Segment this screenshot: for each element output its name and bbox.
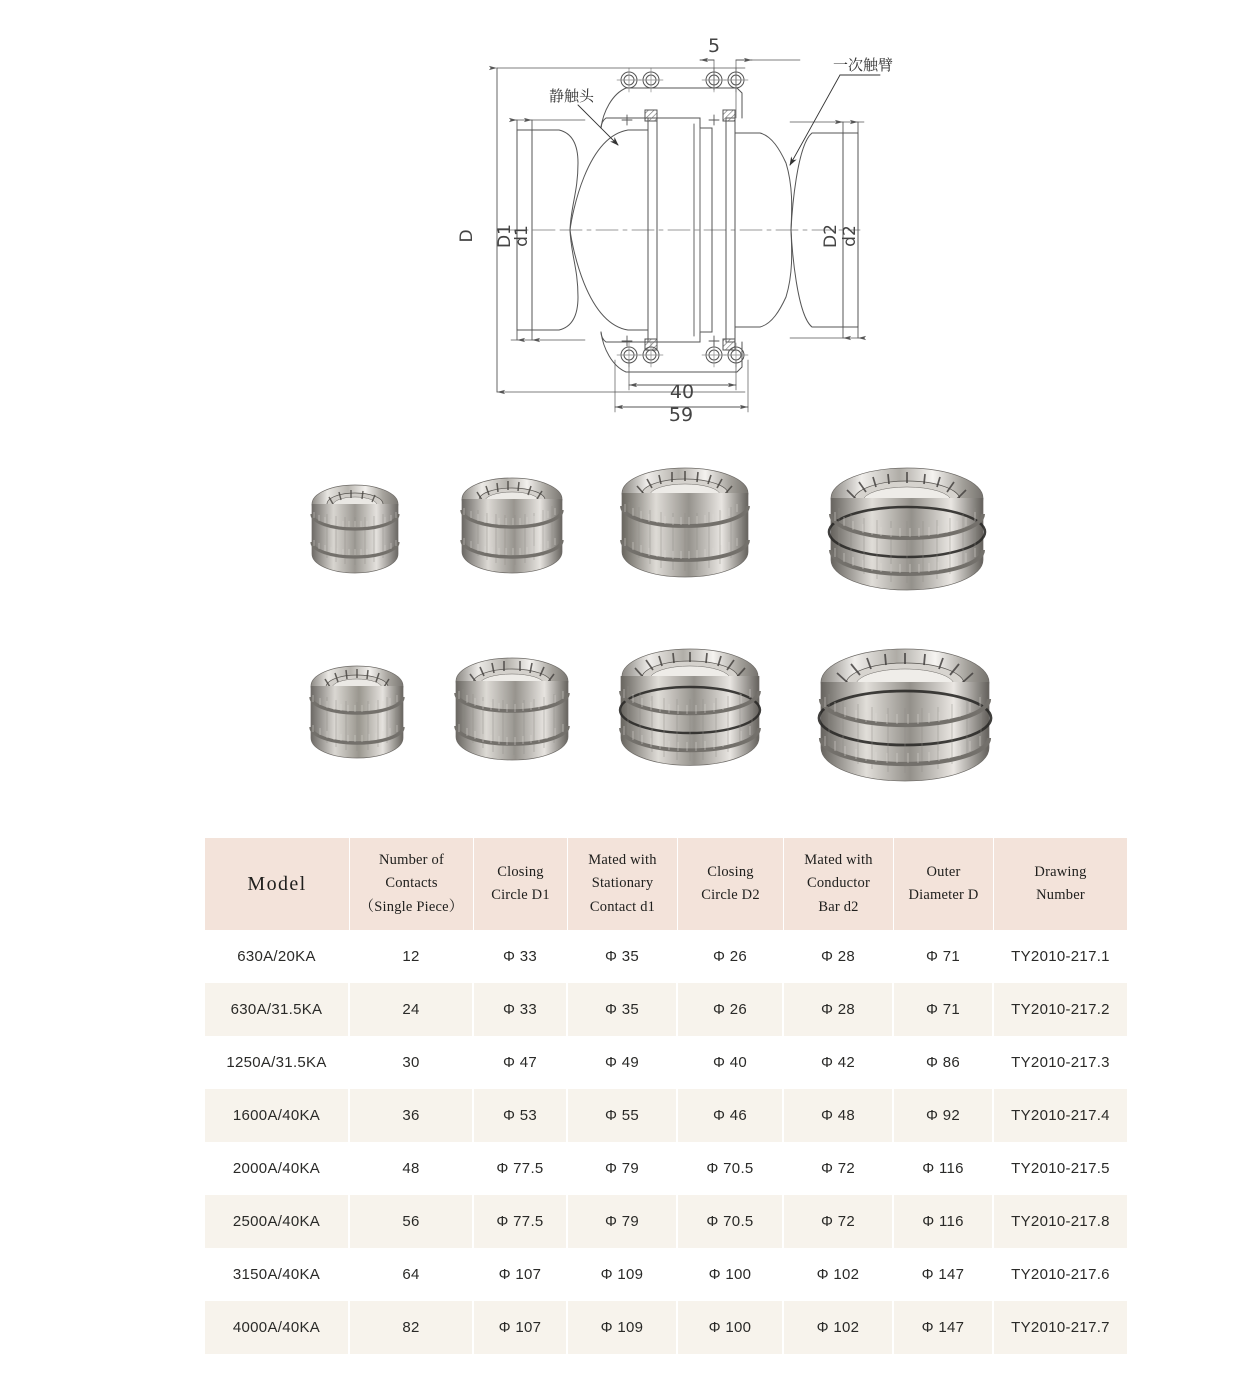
dim-40-label: 40 <box>669 381 695 403</box>
cell-outer-d: Φ 116 <box>894 1195 994 1248</box>
dim-D-label: D <box>457 229 477 243</box>
header-line: Number of <box>378 851 445 868</box>
cell-model: 2000A/40KA <box>205 1142 350 1195</box>
col-header-drawing-no <box>994 838 1127 930</box>
product-photo-1 <box>305 478 405 583</box>
product-photo-gallery <box>0 460 1257 820</box>
drawing-labels <box>457 35 860 426</box>
cell-mated-d1: Φ 35 <box>568 930 678 983</box>
cell-mated-d2: Φ 48 <box>784 1089 894 1142</box>
cell-contacts: 30 <box>350 1036 474 1089</box>
col-header-mated-d1 <box>568 838 678 930</box>
product-photo-5 <box>305 658 410 773</box>
table-row <box>205 1195 1127 1248</box>
cell-mated-d2: Φ 28 <box>784 983 894 1036</box>
spec-table <box>205 838 1127 1354</box>
cell-drawing-no: TY2010-217.1 <box>994 930 1127 983</box>
header-line: Contact d1 <box>589 898 656 915</box>
col-header-model: Model <box>205 838 350 930</box>
photo-row-bottom <box>0 640 1257 810</box>
cell-model: 3150A/40KA <box>205 1248 350 1301</box>
product-photo-4 <box>825 460 990 600</box>
product-photo-2 <box>455 470 570 585</box>
table-body <box>205 930 1127 1354</box>
header-line: Diameter D <box>908 887 979 903</box>
cell-drawing-no: TY2010-217.7 <box>994 1301 1127 1354</box>
header-line: Mated with <box>588 851 657 868</box>
cell-outer-d: Φ 147 <box>894 1301 994 1354</box>
cell-mated-d2: Φ 28 <box>784 930 894 983</box>
table-header <box>205 838 1127 930</box>
dim-D2-label: D2 <box>821 224 841 248</box>
product-photo-7 <box>615 640 765 785</box>
dim-d1-label: d1 <box>512 225 532 247</box>
dim-5-label: 5 <box>707 35 721 57</box>
header-line: Conductor <box>806 875 870 892</box>
cell-outer-d: Φ 92 <box>894 1089 994 1142</box>
product-photo-6 <box>450 650 575 775</box>
cell-outer-d: Φ 147 <box>894 1248 994 1301</box>
cell-outer-d: Φ 116 <box>894 1142 994 1195</box>
header-line: Outer <box>926 863 961 880</box>
cell-outer-d: Φ 71 <box>894 983 994 1036</box>
cell-closing-d1: Φ 107 <box>474 1301 568 1354</box>
cell-closing-d2: Φ 46 <box>678 1089 784 1142</box>
cell-mated-d2: Φ 102 <box>784 1301 894 1354</box>
cell-closing-d1: Φ 53 <box>474 1089 568 1142</box>
cell-outer-d: Φ 86 <box>894 1036 994 1089</box>
cell-closing-d2: Φ 100 <box>678 1248 784 1301</box>
cell-closing-d2: Φ 70.5 <box>678 1195 784 1248</box>
header-line: Circle D2 <box>701 887 760 903</box>
cell-drawing-no: TY2010-217.6 <box>994 1248 1127 1301</box>
col-header-contacts <box>350 838 474 930</box>
drawing-cn-labels <box>549 56 893 105</box>
table-row <box>205 1089 1127 1142</box>
cell-model: 2500A/40KA <box>205 1195 350 1248</box>
cell-drawing-no: TY2010-217.4 <box>994 1089 1127 1142</box>
header-line: Closing <box>497 863 544 880</box>
cell-mated-d1: Φ 35 <box>568 983 678 1036</box>
dim-d2-label: d2 <box>840 225 860 247</box>
cell-closing-d1: Φ 77.5 <box>474 1142 568 1195</box>
cell-contacts: 56 <box>350 1195 474 1248</box>
table-row <box>205 1301 1127 1354</box>
header-line: （Single Piece） <box>359 898 464 915</box>
cell-model: 630A/31.5KA <box>205 983 350 1036</box>
table-row <box>205 930 1127 983</box>
cell-mated-d1: Φ 109 <box>568 1248 678 1301</box>
header-line: Bar d2 <box>818 898 859 915</box>
cell-model: 1250A/31.5KA <box>205 1036 350 1089</box>
cell-closing-d2: Φ 70.5 <box>678 1142 784 1195</box>
table-row <box>205 983 1127 1036</box>
header-line: Closing <box>707 863 754 880</box>
specification-table <box>205 838 1127 1354</box>
table-row <box>205 1142 1127 1195</box>
cell-mated-d1: Φ 79 <box>568 1142 678 1195</box>
cell-contacts: 24 <box>350 983 474 1036</box>
cell-mated-d2: Φ 72 <box>784 1195 894 1248</box>
header-line: Drawing <box>1034 863 1087 880</box>
header-line: Circle D1 <box>491 887 550 903</box>
cell-mated-d2: Φ 42 <box>784 1036 894 1089</box>
cell-model: 630A/20KA <box>205 930 350 983</box>
cell-closing-d1: Φ 33 <box>474 983 568 1036</box>
cell-drawing-no: TY2010-217.2 <box>994 983 1127 1036</box>
cell-closing-d1: Φ 77.5 <box>474 1195 568 1248</box>
label-primary-arm: 一次触臂 <box>833 56 894 74</box>
cell-closing-d1: Φ 47 <box>474 1036 568 1089</box>
cell-contacts: 48 <box>350 1142 474 1195</box>
header-row <box>205 838 1127 930</box>
cell-mated-d2: Φ 102 <box>784 1248 894 1301</box>
cell-contacts: 64 <box>350 1248 474 1301</box>
cell-mated-d2: Φ 72 <box>784 1142 894 1195</box>
cell-contacts: 36 <box>350 1089 474 1142</box>
header-line: Mated with <box>804 851 873 868</box>
cell-contacts: 82 <box>350 1301 474 1354</box>
table-row <box>205 1036 1127 1089</box>
cell-drawing-no: TY2010-217.3 <box>994 1036 1127 1089</box>
col-header-mated-d2 <box>784 838 894 930</box>
product-photo-8 <box>815 640 995 790</box>
technical-drawing <box>0 0 1257 440</box>
header-line: Stationary <box>591 875 654 892</box>
header-line: Number <box>1036 887 1085 903</box>
cell-closing-d2: Φ 26 <box>678 930 784 983</box>
dim-59-label: 59 <box>668 404 694 426</box>
col-header-outer-d <box>894 838 994 930</box>
cell-closing-d2: Φ 100 <box>678 1301 784 1354</box>
dim-D1-label: D1 <box>495 224 515 248</box>
col-header-closing-d2 <box>678 838 784 930</box>
cell-mated-d1: Φ 79 <box>568 1195 678 1248</box>
cell-outer-d: Φ 71 <box>894 930 994 983</box>
cell-closing-d1: Φ 33 <box>474 930 568 983</box>
cell-drawing-no: TY2010-217.5 <box>994 1142 1127 1195</box>
cell-model: 1600A/40KA <box>205 1089 350 1142</box>
photo-row-top <box>0 460 1257 630</box>
product-photo-3 <box>615 460 755 590</box>
cell-closing-d2: Φ 26 <box>678 983 784 1036</box>
label-static-contact: 静触头 <box>549 87 595 105</box>
cell-model: 4000A/40KA <box>205 1301 350 1354</box>
cell-drawing-no: TY2010-217.8 <box>994 1195 1127 1248</box>
cell-mated-d1: Φ 49 <box>568 1036 678 1089</box>
table-row <box>205 1248 1127 1301</box>
cell-closing-d2: Φ 40 <box>678 1036 784 1089</box>
center-marks <box>622 115 719 346</box>
cell-contacts: 12 <box>350 930 474 983</box>
cell-mated-d1: Φ 109 <box>568 1301 678 1354</box>
header-line: Contacts <box>385 875 438 892</box>
cell-closing-d1: Φ 107 <box>474 1248 568 1301</box>
leader-static-contact <box>578 105 618 145</box>
leader-primary-arm <box>790 75 840 165</box>
cell-mated-d1: Φ 55 <box>568 1089 678 1142</box>
col-header-closing-d1 <box>474 838 568 930</box>
